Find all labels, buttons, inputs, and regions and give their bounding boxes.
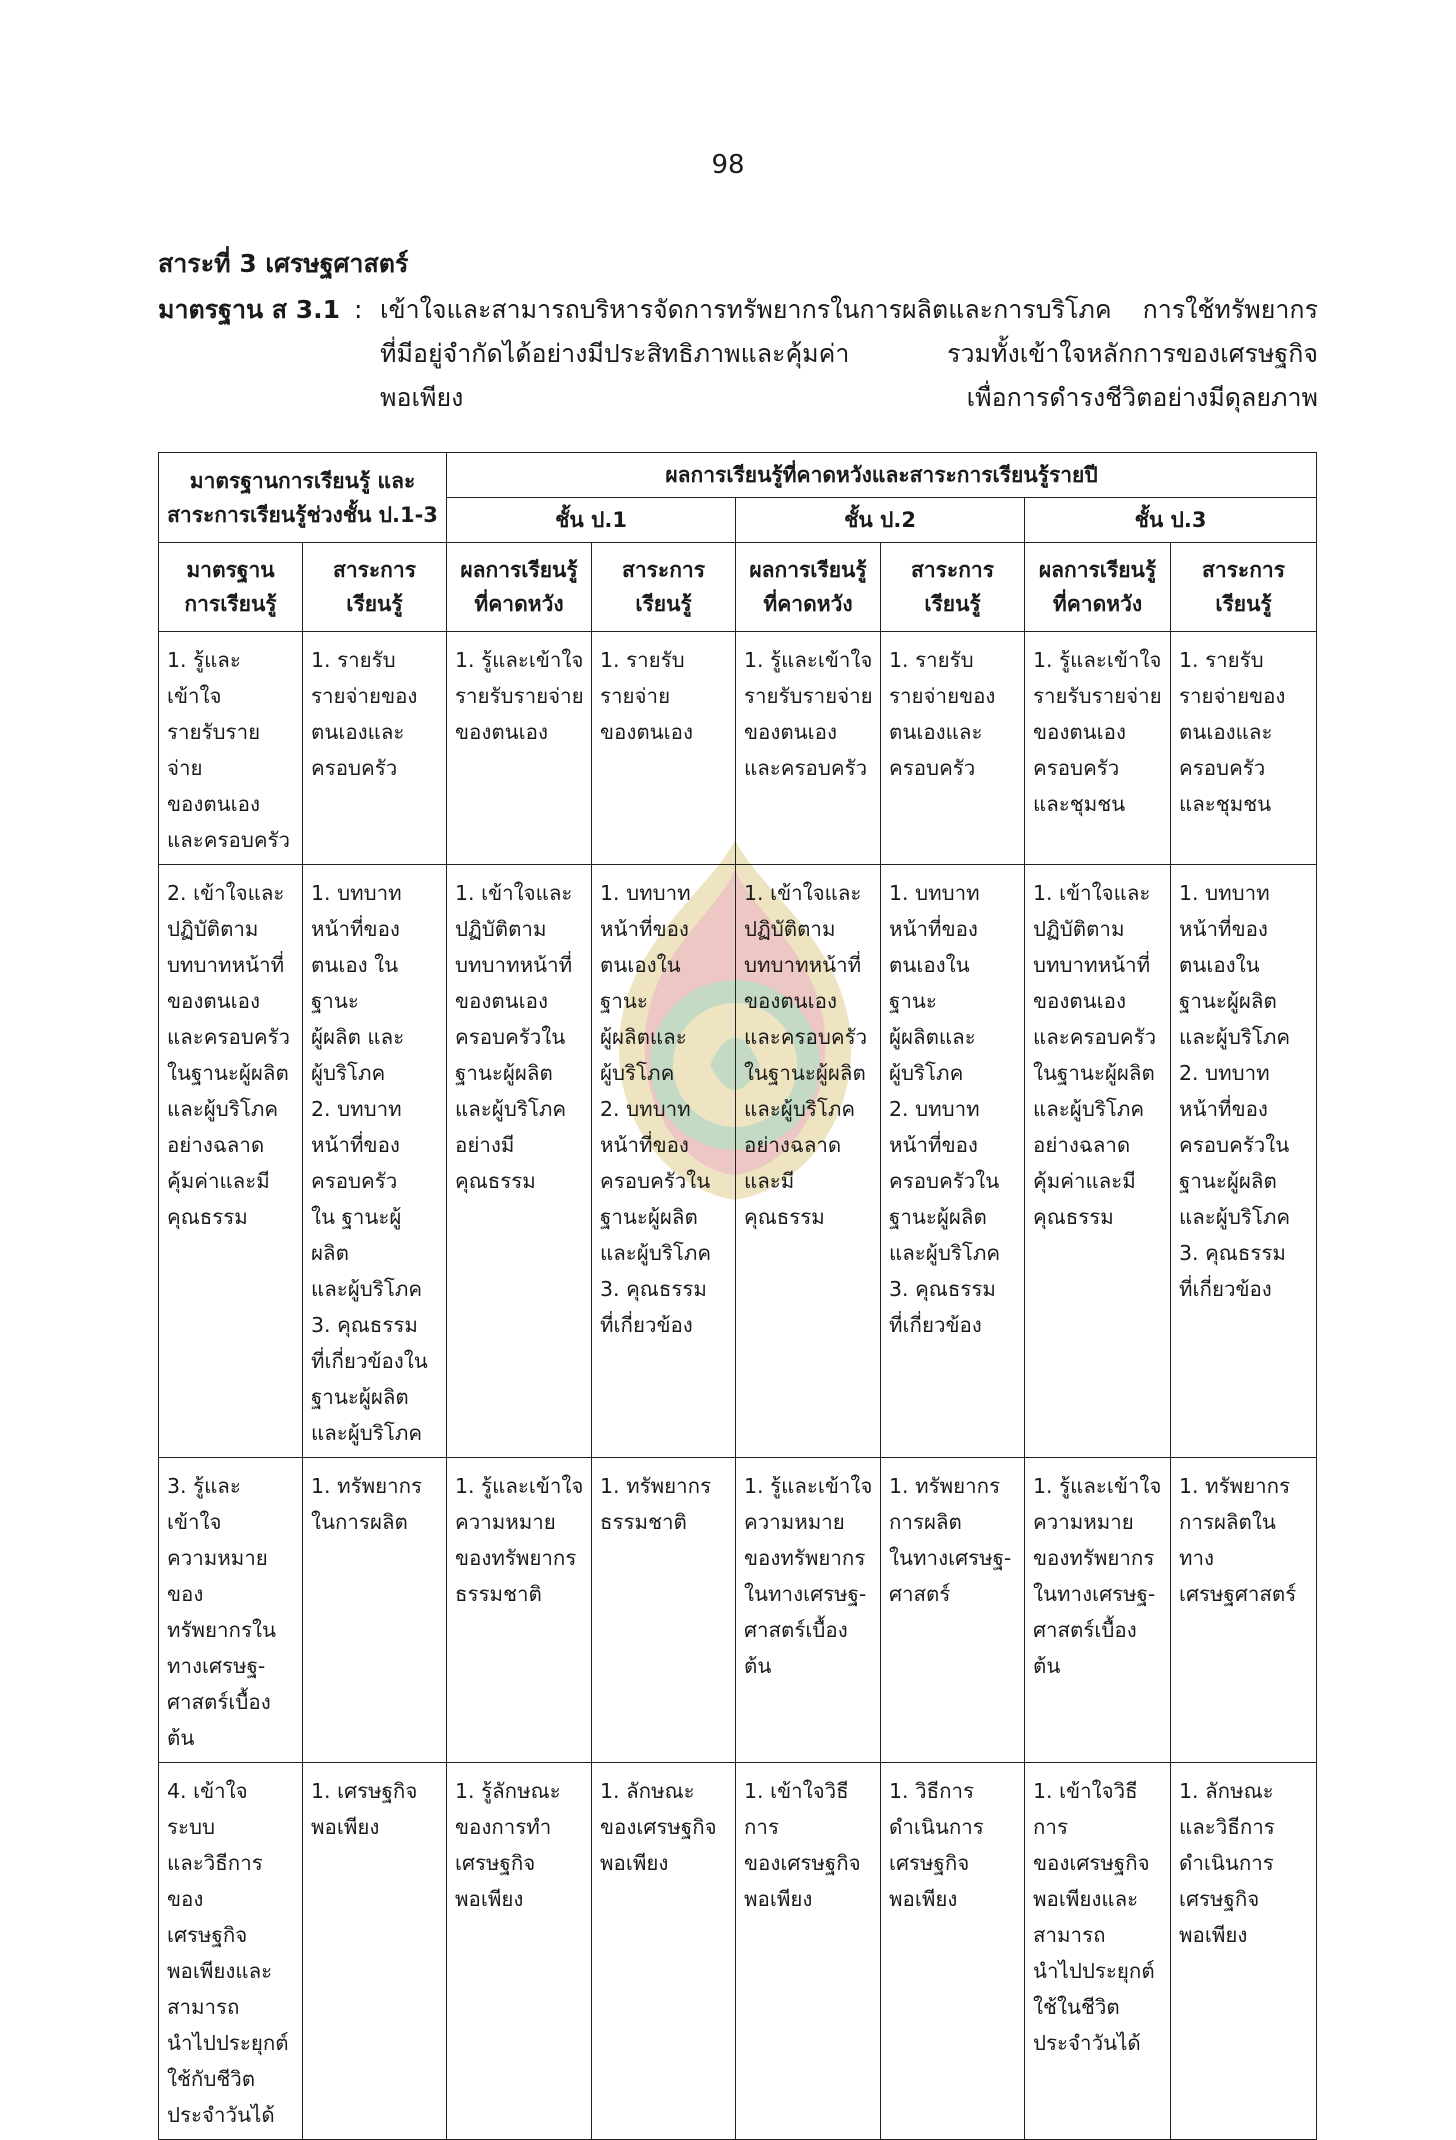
standard-line: ที่มีอยู่จำกัดได้อย่างมีประสิทธิภาพและคุ้มค่า รวมทั้งเข้าใจหลักการของเศรษฐกิจ	[380, 339, 1318, 368]
strand-title: สาระที่ 3 เศรษฐศาสตร์	[158, 249, 409, 278]
column-header: ผลการเรียนรู้ ที่คาดหวัง	[1025, 543, 1171, 632]
table-row	[159, 1458, 1317, 1763]
table-cell: 1. เข้าใจวิธีการ ของเศรษฐกิจ พอเพียงและ สามารถ นำไปประยุกต์ ใช้ในชีวิต ประจำวันได้	[1033, 1779, 1155, 2055]
table-cell: 1. เข้าใจและ ปฏิบัติตาม บทบาทหน้าที่ ของตนเอง และครอบครัว ในฐานะผู้ผลิต และผู้บริโภค อย่างฉลาด คุ้มค่าและมี คุณธรรม	[1033, 881, 1157, 1229]
column-header: สาระการ เรียนรู้	[303, 543, 447, 632]
table-cell: 1. ทรัพยากร การผลิต ในทางเศรษฐ- ศาสตร์	[889, 1474, 1012, 1606]
header-grade-2: ชั้น ป.2	[736, 498, 1025, 543]
table-cell: 1. รายรับ รายจ่ายของ ตนเองและ ครอบครัว	[889, 648, 996, 780]
standard-statement	[158, 288, 1318, 420]
table-cell: 1. ทรัพยากร ธรรมชาติ	[600, 1474, 712, 1534]
table-cell: 1. ทรัพยากร ในการผลิต	[311, 1474, 423, 1534]
table-cell: 1. รู้และเข้าใจ รายรับรายจ่าย ของตนเอง ครอบครัว และชุมชน	[1033, 648, 1162, 816]
table-cell: 4. เข้าใจระบบ และวิธีการของ เศรษฐกิจ พอเพียงและ สามารถ นำไปประยุกต์ ใช้กับชีวิต ประจำวันได้	[167, 1779, 289, 2127]
table-cell: 1. รู้และเข้าใจ ความหมาย ของทรัพยากร ธรรมชาติ	[455, 1474, 584, 1606]
table-cell: 1. รู้และเข้าใจ รายรับรายจ่าย ของตนเอง	[455, 648, 584, 744]
standard-line: พอเพียง เพื่อการดำรงชีวิตอย่างมีดุลยภาพ	[380, 383, 1318, 412]
standard-line: เข้าใจและสามารถบริหารจัดการทรัพยากรในการผลิตและการบริโภค การใช้ทรัพยากร	[380, 295, 1318, 324]
table-cell: 1. รู้ลักษณะ ของการทำ เศรษฐกิจ พอเพียง	[455, 1779, 561, 1911]
standard-label: มาตรฐาน ส 3.1	[158, 295, 341, 324]
table-cell: 1. บทบาท หน้าที่ของ ตนเอง ในฐานะ ผู้ผลิต และ ผู้บริโภค 2. บทบาท หน้าที่ของ ครอบครัว ใน ฐานะผู้ผลิต และผู้บริโภค 3. คุณธรรม ที่เกี่ยวข้องใน ฐานะผู้ผลิต และผู้บริโภค	[311, 881, 428, 1445]
table-cell: 1. เศรษฐกิจ พอเพียง	[311, 1779, 418, 1839]
header-grade-3: ชั้น ป.3	[1025, 498, 1317, 543]
table-row	[159, 865, 1317, 1458]
table-cell: 1. เข้าใจและ ปฏิบัติตาม บทบาทหน้าที่ ของตนเอง และครอบครัว ในฐานะผู้ผลิต และผู้บริโภค อย่างฉลาด และมี คุณธรรม	[744, 881, 868, 1229]
column-header: มาตรฐาน การเรียนรู้	[159, 543, 303, 632]
table-row	[159, 1763, 1317, 2140]
column-header: สาระการ เรียนรู้	[592, 543, 736, 632]
table-cell: 1. บทบาท หน้าที่ของ ตนเองใน ฐานะผู้ผลิต และผู้บริโภค 2. บทบาท หน้าที่ของ ครอบครัวใน ฐานะผู้ผลิต และผู้บริโภค 3. คุณธรรม ที่เกี่ยวข้อง	[1179, 881, 1291, 1301]
page-number: 98	[711, 150, 745, 180]
table-cell: 1. เข้าใจวิธีการ ของเศรษฐกิจ พอเพียง	[744, 1779, 861, 1911]
table-cell: 1. ลักษณะ ของเศรษฐกิจ พอเพียง	[600, 1779, 717, 1875]
table-cell: 1. รายรับ รายจ่ายของ ตนเองและ ครอบครัว	[311, 648, 418, 780]
standard-colon: :	[354, 295, 363, 324]
header-standards-and-content: มาตรฐานการเรียนรู้ และ สาระการเรียนรู้ช่วงชั้น ป.1-3	[159, 453, 447, 543]
header-grade-1: ชั้น ป.1	[447, 498, 736, 543]
table-row	[159, 632, 1317, 865]
column-header: สาระการ เรียนรู้	[881, 543, 1025, 632]
table-cell: 1. บทบาท หน้าที่ของ ตนเองในฐานะ ผู้ผลิตและ ผู้บริโภค 2. บทบาท หน้าที่ของ ครอบครัวใน ฐานะผู้ผลิต และผู้บริโภค 3. คุณธรรม ที่เกี่ยวข้อง	[600, 881, 712, 1337]
table-cell: 1. เข้าใจและ ปฏิบัติตาม บทบาทหน้าที่ ของตนเอง ครอบครัวใน ฐานะผู้ผลิต และผู้บริโภค อย่างมี คุณธรรม	[455, 881, 573, 1193]
column-header: ผลการเรียนรู้ ที่คาดหวัง	[736, 543, 881, 632]
column-header: สาระการ เรียนรู้	[1171, 543, 1317, 632]
table-cell: 1. ทรัพยากร การผลิตในทาง เศรษฐศาสตร์	[1179, 1474, 1297, 1606]
table-cell: 1. ลักษณะ และวิธีการ ดำเนินการ เศรษฐกิจ พอเพียง	[1179, 1779, 1275, 1947]
table-cell: 1. รู้และเข้าใจ รายรับรายจ่าย ของตนเอง และครอบครัว	[744, 648, 873, 780]
table-cell: 1. รายรับ รายจ่ายของ ตนเองและ ครอบครัว และชุมชน	[1179, 648, 1286, 816]
column-header: ผลการเรียนรู้ ที่คาดหวัง	[447, 543, 592, 632]
standard-text	[380, 288, 1318, 420]
table-cell: 3. รู้และเข้าใจ ความหมายของ ทรัพยากรใน ทางเศรษฐ- ศาสตร์เบื้องต้น	[167, 1474, 277, 1750]
table-cell: 1. วิธีการ ดำเนินการ เศรษฐกิจ พอเพียง	[889, 1779, 984, 1911]
table-cell: 1. รู้และเข้าใจ ความหมาย ของทรัพยากร ในทางเศรษฐ- ศาสตร์เบื้องต้น	[1033, 1474, 1162, 1678]
header-yearly-outcomes: ผลการเรียนรู้ที่คาดหวังและสาระการเรียนรู้รายปี	[447, 453, 1317, 498]
table-cell: 2. เข้าใจและ ปฏิบัติตาม บทบาทหน้าที่ ของตนเอง และครอบครัว ในฐานะผู้ผลิต และผู้บริโภค อย่างฉลาด คุ้มค่าและมี คุณธรรม	[167, 881, 291, 1229]
table-cell: 1. รายรับ รายจ่าย ของตนเอง	[600, 648, 694, 744]
curriculum-table	[158, 452, 1317, 2140]
table-cell: 1. บทบาท หน้าที่ของ ตนเองในฐานะ ผู้ผลิตและ ผู้บริโภค 2. บทบาท หน้าที่ของ ครอบครัวใน ฐานะผู้ผลิต และผู้บริโภค 3. คุณธรรม ที่เกี่ยวข้อง	[889, 881, 1001, 1337]
table-cell: 1. รู้และเข้าใจ ความหมาย ของทรัพยากร ในทางเศรษฐ- ศาสตร์เบื้องต้น	[744, 1474, 873, 1678]
table-cell: 1. รู้และเข้าใจ รายรับรายจ่าย ของตนเอง และครอบครัว	[167, 648, 291, 852]
